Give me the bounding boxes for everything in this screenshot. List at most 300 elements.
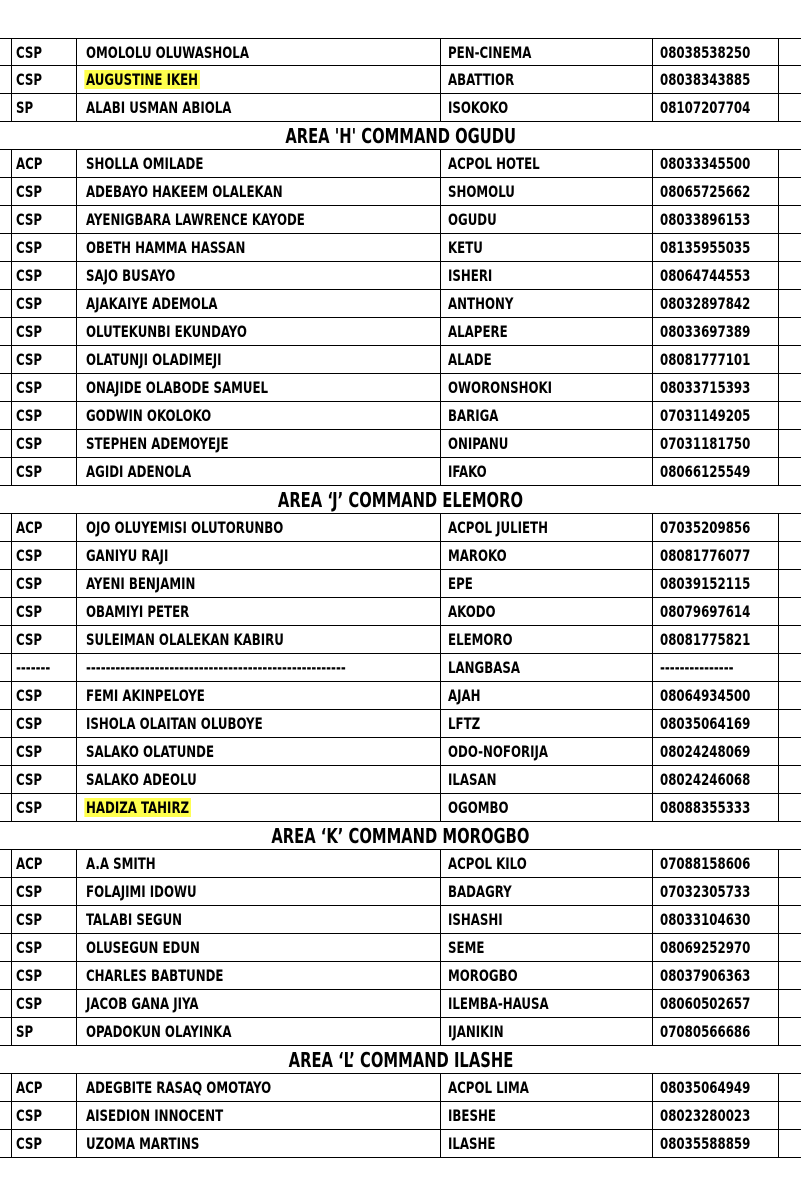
column-divider bbox=[652, 1130, 653, 1157]
column-divider bbox=[778, 654, 779, 681]
column-divider bbox=[440, 1130, 441, 1157]
phone-cell: 08032897842 bbox=[660, 294, 751, 313]
officer-name: GANIYU RAJI bbox=[86, 546, 169, 565]
table-row bbox=[0, 766, 801, 794]
column-divider bbox=[11, 290, 12, 317]
division-cell: PEN-CINEMA bbox=[448, 42, 532, 62]
column-divider bbox=[440, 234, 441, 261]
column-divider bbox=[652, 39, 653, 65]
phone-cell: 08033345500 bbox=[660, 154, 751, 173]
phone-cell: 08079697614 bbox=[660, 602, 751, 621]
name-cell bbox=[86, 1074, 271, 1101]
phone-cell: 07032305733 bbox=[660, 882, 751, 901]
name-cell bbox=[86, 934, 200, 961]
column-divider bbox=[440, 514, 441, 541]
table-row bbox=[0, 318, 801, 346]
phone-cell: 08069252970 bbox=[660, 938, 751, 957]
phone-cell: 07031149205 bbox=[660, 406, 751, 425]
phone-cell: 08064744553 bbox=[660, 266, 751, 285]
section-header bbox=[0, 1046, 801, 1074]
column-divider bbox=[652, 402, 653, 429]
division-cell: ISHERI bbox=[448, 266, 493, 285]
column-divider bbox=[440, 990, 441, 1017]
officer-name: ADEGBITE RASAQ OMOTAYO bbox=[86, 1078, 272, 1097]
column-divider bbox=[440, 94, 441, 121]
rank-cell: SP bbox=[16, 98, 34, 117]
division-cell: KETU bbox=[448, 238, 483, 257]
column-divider bbox=[76, 234, 77, 261]
name-cell bbox=[86, 906, 182, 933]
column-divider bbox=[440, 39, 441, 65]
rank-cell: CSP bbox=[16, 182, 43, 201]
officer-name: ISHOLA OLAITAN OLUBOYE bbox=[86, 714, 263, 733]
column-divider bbox=[76, 94, 77, 121]
division-cell: ILASHE bbox=[448, 1134, 496, 1153]
officer-name: ONAJIDE OLABODE SAMUEL bbox=[86, 378, 269, 397]
table-row bbox=[0, 878, 801, 906]
column-divider bbox=[778, 934, 779, 961]
column-divider bbox=[778, 234, 779, 261]
column-divider bbox=[440, 682, 441, 709]
officer-name: FOLAJIMI IDOWU bbox=[86, 882, 197, 901]
column-divider bbox=[652, 542, 653, 569]
division-cell: SHOMOLU bbox=[448, 182, 515, 201]
rank-cell: CSP bbox=[16, 574, 43, 593]
column-divider bbox=[11, 906, 12, 933]
column-divider bbox=[652, 710, 653, 737]
column-divider bbox=[11, 934, 12, 961]
table-row bbox=[0, 430, 801, 458]
column-divider bbox=[778, 402, 779, 429]
column-divider bbox=[440, 1018, 441, 1045]
column-divider bbox=[76, 682, 77, 709]
column-divider bbox=[11, 570, 12, 597]
column-divider bbox=[778, 682, 779, 709]
column-divider bbox=[778, 318, 779, 345]
column-divider bbox=[440, 962, 441, 989]
phone-cell: 08024248069 bbox=[660, 742, 751, 761]
column-divider bbox=[11, 794, 12, 821]
officer-name: ADEBAYO HAKEEM OLALEKAN bbox=[86, 182, 283, 201]
phone-cell: 08065725662 bbox=[660, 182, 751, 201]
division-cell: ODO-NOFORIJA bbox=[448, 742, 549, 761]
column-divider bbox=[652, 318, 653, 345]
rank-cell: CSP bbox=[16, 434, 43, 453]
name-cell bbox=[86, 402, 211, 429]
division-cell: ANTHONY bbox=[448, 294, 514, 313]
column-divider bbox=[652, 626, 653, 653]
column-divider bbox=[652, 990, 653, 1017]
name-cell bbox=[86, 346, 222, 373]
column-divider bbox=[11, 682, 12, 709]
column-divider bbox=[778, 39, 779, 65]
phone-cell: 08135955035 bbox=[660, 238, 751, 257]
column-divider bbox=[778, 906, 779, 933]
phone-cell: 08035064169 bbox=[660, 714, 751, 733]
officer-name: HADIZA TAHIRZ bbox=[86, 798, 190, 817]
name-cell bbox=[86, 962, 223, 989]
column-divider bbox=[11, 1074, 12, 1101]
column-divider bbox=[652, 906, 653, 933]
column-divider bbox=[76, 262, 77, 289]
column-divider bbox=[76, 458, 77, 485]
officer-name: UZOMA MARTINS bbox=[86, 1134, 200, 1153]
column-divider bbox=[76, 878, 77, 905]
phone-cell: 08088355333 bbox=[660, 798, 751, 817]
column-divider bbox=[778, 1018, 779, 1045]
name-cell bbox=[86, 458, 191, 485]
table-row bbox=[0, 934, 801, 962]
column-divider bbox=[11, 346, 12, 373]
column-divider bbox=[778, 346, 779, 373]
rank-cell: CSP bbox=[16, 938, 43, 957]
section-title: AREA ‘K’ COMMAND MOROGBO bbox=[271, 823, 530, 848]
section-header bbox=[0, 122, 801, 150]
division-cell: BARIGA bbox=[448, 406, 499, 425]
column-divider bbox=[76, 990, 77, 1017]
rank-cell: CSP bbox=[16, 966, 43, 985]
officer-name: CHARLES BABTUNDE bbox=[86, 966, 224, 985]
column-divider bbox=[11, 402, 12, 429]
division-cell: ISOKOKO bbox=[448, 98, 509, 117]
column-divider bbox=[11, 458, 12, 485]
column-divider bbox=[778, 94, 779, 121]
phone-cell: 08081776077 bbox=[660, 546, 751, 565]
column-divider bbox=[11, 654, 12, 681]
column-divider bbox=[11, 962, 12, 989]
name-cell bbox=[86, 290, 217, 317]
column-divider bbox=[778, 626, 779, 653]
rank-cell: ACP bbox=[16, 854, 43, 873]
column-divider bbox=[76, 626, 77, 653]
column-divider bbox=[778, 290, 779, 317]
rank-cell: CSP bbox=[16, 238, 43, 257]
column-divider bbox=[652, 794, 653, 821]
table-row bbox=[0, 94, 801, 122]
division-cell: LANGBASA bbox=[448, 658, 520, 677]
column-divider bbox=[440, 1074, 441, 1101]
name-cell bbox=[86, 850, 156, 877]
column-divider bbox=[440, 150, 441, 177]
table-row bbox=[0, 374, 801, 402]
name-cell bbox=[86, 1018, 231, 1045]
division-cell: ILEMBA-HAUSA bbox=[448, 994, 549, 1013]
column-divider bbox=[778, 514, 779, 541]
officer-name: SAJO BUSAYO bbox=[86, 266, 176, 285]
phone-cell: 07088158606 bbox=[660, 854, 751, 873]
column-divider bbox=[440, 934, 441, 961]
column-divider bbox=[11, 262, 12, 289]
phone-cell: 08060502657 bbox=[660, 994, 751, 1013]
table-row bbox=[0, 682, 801, 710]
table-row bbox=[0, 402, 801, 430]
table-row bbox=[0, 626, 801, 654]
table-row bbox=[0, 346, 801, 374]
name-cell bbox=[86, 682, 205, 709]
column-divider bbox=[778, 1074, 779, 1101]
rank-cell: ------- bbox=[16, 658, 51, 677]
column-divider bbox=[652, 290, 653, 317]
officer-name: AUGUSTINE IKEH bbox=[86, 70, 199, 89]
officer-name: SALAKO OLATUNDE bbox=[86, 742, 215, 761]
column-divider bbox=[76, 598, 77, 625]
column-divider bbox=[652, 514, 653, 541]
officer-name: SALAKO ADEOLU bbox=[86, 770, 197, 789]
name-cell bbox=[86, 39, 249, 65]
table-row bbox=[0, 206, 801, 234]
name-cell bbox=[86, 514, 283, 541]
column-divider bbox=[652, 738, 653, 765]
division-cell: ACPOL KILO bbox=[448, 854, 527, 873]
column-divider bbox=[778, 178, 779, 205]
phone-cell: 08081775821 bbox=[660, 630, 751, 649]
division-cell: OGUDU bbox=[448, 210, 497, 229]
column-divider bbox=[440, 654, 441, 681]
column-divider bbox=[652, 430, 653, 457]
phone-cell: 08107207704 bbox=[660, 98, 751, 117]
column-divider bbox=[652, 934, 653, 961]
column-divider bbox=[76, 290, 77, 317]
division-cell: MOROGBO bbox=[448, 966, 518, 985]
rank-cell: CSP bbox=[16, 742, 43, 761]
column-divider bbox=[440, 374, 441, 401]
column-divider bbox=[440, 290, 441, 317]
rank-cell: CSP bbox=[16, 798, 43, 817]
column-divider bbox=[778, 990, 779, 1017]
phone-cell: 08038538250 bbox=[660, 42, 751, 62]
rank-cell: ACP bbox=[16, 518, 43, 537]
column-divider bbox=[76, 766, 77, 793]
table-row bbox=[0, 514, 801, 542]
officer-name: AYENIGBARA LAWRENCE KAYODE bbox=[86, 210, 305, 229]
column-divider bbox=[440, 906, 441, 933]
phone-cell: 08033104630 bbox=[660, 910, 751, 929]
rank-cell: CSP bbox=[16, 42, 43, 62]
column-divider bbox=[11, 318, 12, 345]
phone-cell: 08035064949 bbox=[660, 1078, 751, 1097]
column-divider bbox=[778, 1130, 779, 1157]
phone-cell: 08023280023 bbox=[660, 1106, 751, 1125]
phone-cell: 08033697389 bbox=[660, 322, 751, 341]
name-cell bbox=[86, 1102, 223, 1129]
officer-name: OBAMIYI PETER bbox=[86, 602, 190, 621]
column-divider bbox=[778, 738, 779, 765]
table-row bbox=[0, 710, 801, 738]
division-cell: AJAH bbox=[448, 686, 481, 705]
column-divider bbox=[652, 346, 653, 373]
column-divider bbox=[11, 626, 12, 653]
section-header bbox=[0, 822, 801, 850]
column-divider bbox=[652, 66, 653, 93]
column-divider bbox=[778, 458, 779, 485]
column-divider bbox=[76, 1102, 77, 1129]
column-divider bbox=[11, 710, 12, 737]
column-divider bbox=[778, 430, 779, 457]
table-row bbox=[0, 262, 801, 290]
table-row bbox=[0, 1018, 801, 1046]
column-divider bbox=[76, 318, 77, 345]
column-divider bbox=[76, 738, 77, 765]
column-divider bbox=[76, 346, 77, 373]
column-divider bbox=[11, 1130, 12, 1157]
column-divider bbox=[76, 150, 77, 177]
column-divider bbox=[652, 654, 653, 681]
name-cell bbox=[86, 206, 305, 233]
column-divider bbox=[11, 206, 12, 233]
column-divider bbox=[778, 766, 779, 793]
officer-name: AJAKAIYE ADEMOLA bbox=[86, 294, 218, 313]
column-divider bbox=[76, 850, 77, 877]
column-divider bbox=[76, 1130, 77, 1157]
name-cell bbox=[86, 794, 191, 821]
table-row bbox=[0, 794, 801, 822]
phone-cell: 08066125549 bbox=[660, 462, 751, 481]
officer-name: A.A SMITH bbox=[86, 854, 156, 873]
table-row bbox=[0, 570, 801, 598]
section-title: AREA ‘L’ COMMAND ILASHE bbox=[288, 1047, 513, 1072]
rank-cell: CSP bbox=[16, 378, 43, 397]
officer-name: SULEIMAN OLALEKAN KABIRU bbox=[86, 630, 284, 649]
column-divider bbox=[11, 430, 12, 457]
rank-cell: CSP bbox=[16, 882, 43, 901]
column-divider bbox=[440, 794, 441, 821]
rank-cell: CSP bbox=[16, 714, 43, 733]
column-divider bbox=[11, 990, 12, 1017]
column-divider bbox=[652, 262, 653, 289]
column-divider bbox=[440, 346, 441, 373]
table-row bbox=[0, 850, 801, 878]
column-divider bbox=[440, 66, 441, 93]
table-row bbox=[0, 1074, 801, 1102]
column-divider bbox=[76, 206, 77, 233]
name-cell bbox=[86, 66, 200, 93]
column-divider bbox=[652, 1018, 653, 1045]
name-cell bbox=[86, 626, 284, 653]
division-cell: IJANIKIN bbox=[448, 1022, 504, 1041]
column-divider bbox=[778, 262, 779, 289]
column-divider bbox=[652, 850, 653, 877]
table-row bbox=[0, 1102, 801, 1130]
division-cell: ACPOL HOTEL bbox=[448, 154, 540, 173]
column-divider bbox=[76, 514, 77, 541]
column-divider bbox=[440, 262, 441, 289]
column-divider bbox=[778, 710, 779, 737]
officer-name: STEPHEN ADEMOYEJE bbox=[86, 434, 229, 453]
name-cell bbox=[86, 542, 168, 569]
name-cell bbox=[86, 570, 195, 597]
division-cell: EPE bbox=[448, 574, 473, 593]
division-cell: IBESHE bbox=[448, 1106, 496, 1125]
phone-cell: 08081777101 bbox=[660, 350, 751, 369]
column-divider bbox=[11, 1102, 12, 1129]
column-divider bbox=[652, 374, 653, 401]
column-divider bbox=[440, 570, 441, 597]
officer-name: ----------------------------------------------------- bbox=[86, 658, 346, 677]
officer-name: OLUSEGUN EDUN bbox=[86, 938, 200, 957]
column-divider bbox=[76, 794, 77, 821]
column-divider bbox=[11, 850, 12, 877]
column-divider bbox=[76, 962, 77, 989]
column-divider bbox=[440, 458, 441, 485]
table-row bbox=[0, 654, 801, 682]
phone-cell: 08033715393 bbox=[660, 378, 751, 397]
column-divider bbox=[652, 598, 653, 625]
column-divider bbox=[778, 570, 779, 597]
name-cell bbox=[86, 318, 247, 345]
rank-cell: CSP bbox=[16, 406, 43, 425]
column-divider bbox=[778, 962, 779, 989]
column-divider bbox=[11, 234, 12, 261]
column-divider bbox=[76, 542, 77, 569]
column-divider bbox=[440, 206, 441, 233]
rank-cell: CSP bbox=[16, 462, 43, 481]
column-divider bbox=[778, 794, 779, 821]
table-row bbox=[0, 38, 801, 66]
officer-name: JACOB GANA JIYA bbox=[86, 994, 199, 1013]
column-divider bbox=[652, 682, 653, 709]
officer-name: ALABI USMAN ABIOLA bbox=[86, 98, 232, 117]
phone-cell: 08038343885 bbox=[660, 70, 751, 89]
column-divider bbox=[652, 206, 653, 233]
column-divider bbox=[652, 766, 653, 793]
rank-cell: CSP bbox=[16, 910, 43, 929]
officer-name: FEMI AKINPELOYE bbox=[86, 686, 205, 705]
column-divider bbox=[76, 66, 77, 93]
rank-cell: ACP bbox=[16, 1078, 43, 1097]
column-divider bbox=[440, 318, 441, 345]
column-divider bbox=[76, 1018, 77, 1045]
rank-cell: CSP bbox=[16, 294, 43, 313]
rank-cell: CSP bbox=[16, 1134, 43, 1153]
division-cell: AKODO bbox=[448, 602, 496, 621]
column-divider bbox=[76, 178, 77, 205]
column-divider bbox=[778, 150, 779, 177]
column-divider bbox=[652, 178, 653, 205]
column-divider bbox=[11, 94, 12, 121]
name-cell bbox=[86, 374, 268, 401]
rank-cell: CSP bbox=[16, 770, 43, 789]
phone-cell: 08064934500 bbox=[660, 686, 751, 705]
table-row bbox=[0, 906, 801, 934]
column-divider bbox=[440, 766, 441, 793]
column-divider bbox=[652, 1074, 653, 1101]
division-cell: ELEMORO bbox=[448, 630, 513, 649]
column-divider bbox=[76, 906, 77, 933]
column-divider bbox=[76, 570, 77, 597]
column-divider bbox=[778, 542, 779, 569]
column-divider bbox=[11, 766, 12, 793]
officer-name: AGIDI ADENOLA bbox=[86, 462, 192, 481]
rank-cell: CSP bbox=[16, 266, 43, 285]
column-divider bbox=[778, 598, 779, 625]
name-cell bbox=[86, 94, 231, 121]
section-title: AREA ‘J’ COMMAND ELEMORO bbox=[277, 487, 524, 512]
column-divider bbox=[440, 850, 441, 877]
officer-name: OLUTEKUNBI EKUNDAYO bbox=[86, 322, 247, 341]
column-divider bbox=[440, 710, 441, 737]
column-divider bbox=[652, 1102, 653, 1129]
phone-cell: 08033896153 bbox=[660, 210, 751, 229]
division-cell: MAROKO bbox=[448, 546, 507, 565]
name-cell bbox=[86, 234, 245, 261]
officer-name: OJO OLUYEMISI OLUTORUNBO bbox=[86, 518, 284, 537]
table-row bbox=[0, 458, 801, 486]
column-divider bbox=[11, 878, 12, 905]
division-cell: BADAGRY bbox=[448, 882, 512, 901]
column-divider bbox=[778, 850, 779, 877]
phone-cell: 08035588859 bbox=[660, 1134, 751, 1153]
section-title: AREA 'H' COMMAND OGUDU bbox=[285, 123, 516, 148]
